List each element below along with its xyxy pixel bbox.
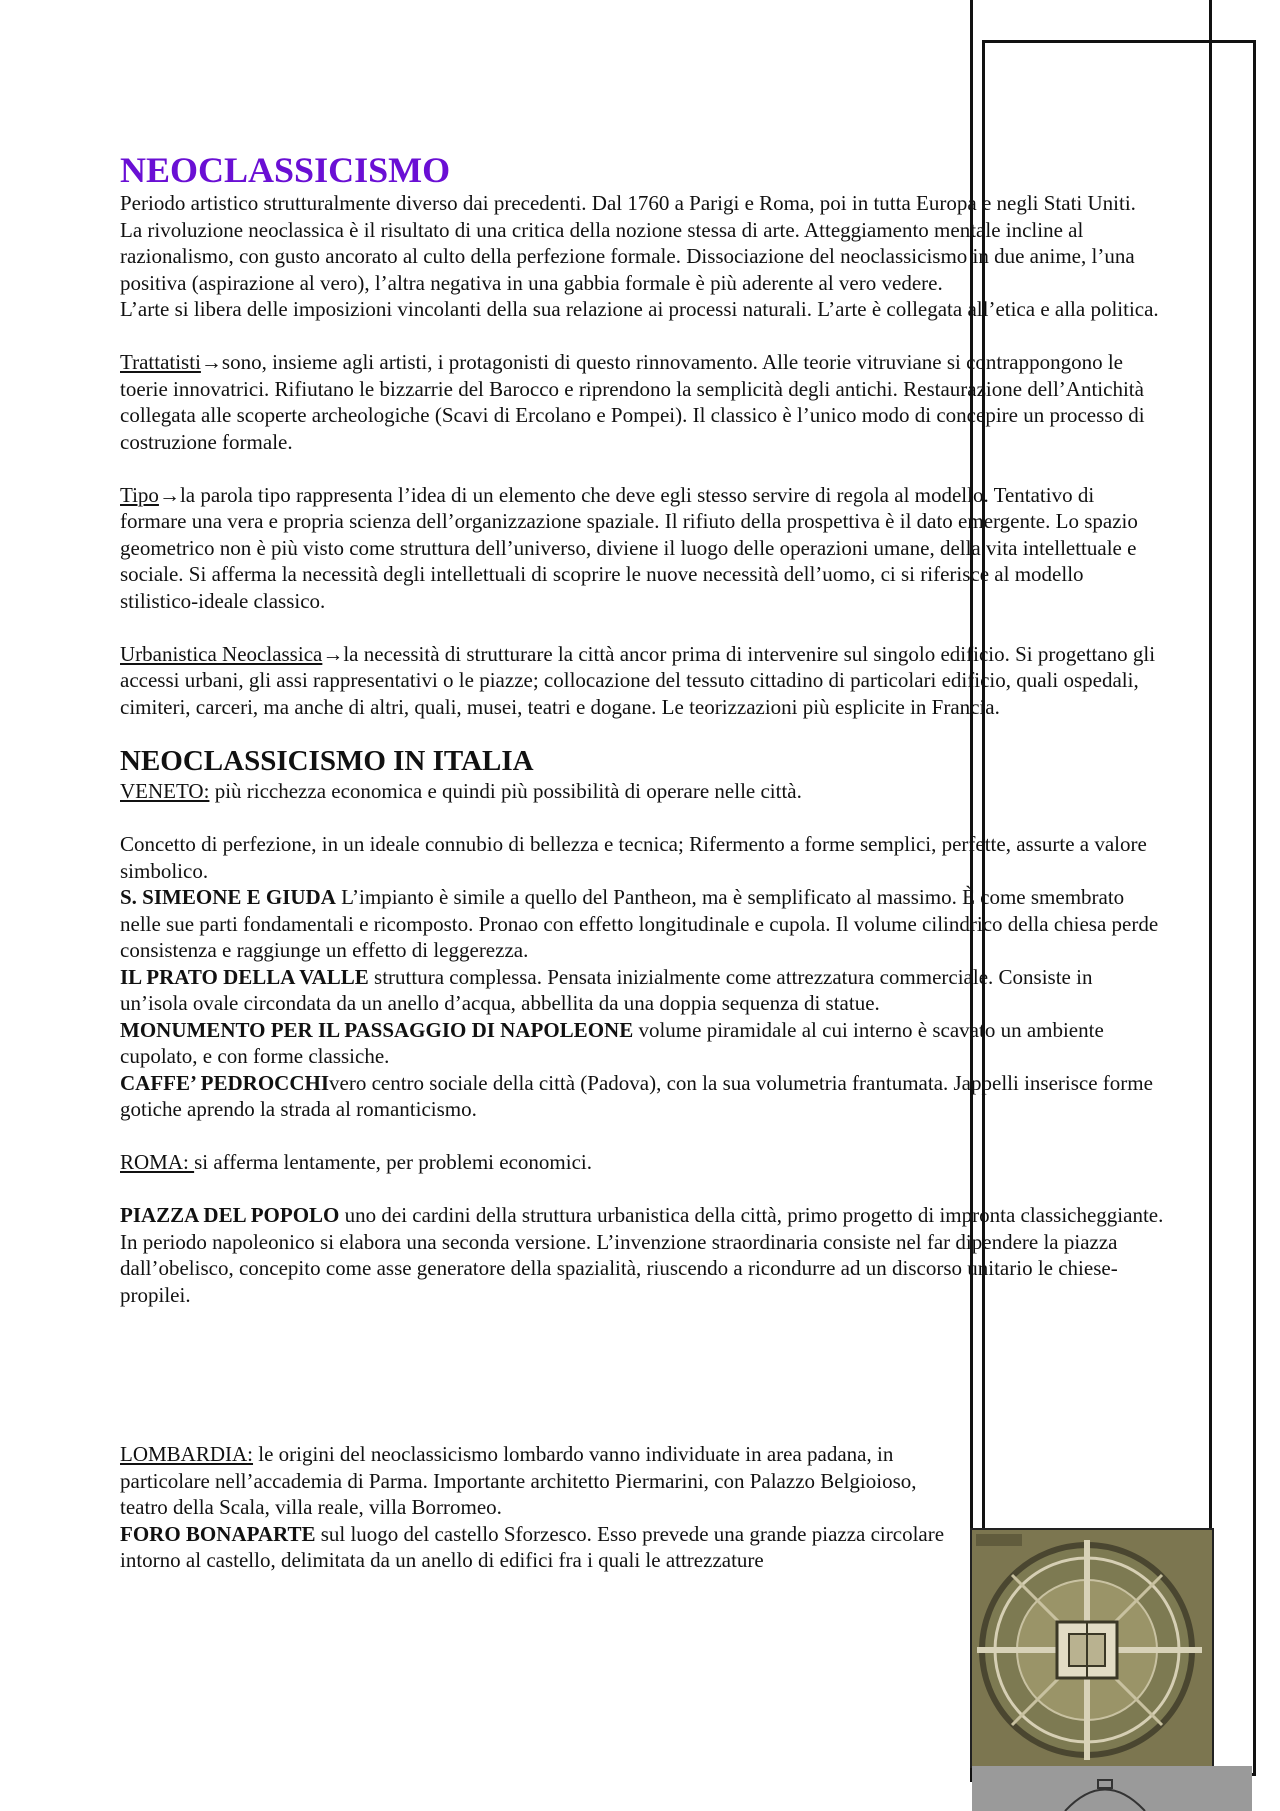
item-text: struttura complessa. Pensata inizialmente come attrezzatura commerciale. Consiste in un’isola ovale circondata da un anello d’acqua, abbellita da una doppia sequenza di statue. <box>120 964 1093 1015</box>
item-name: IL PRATO DELLA VALLE <box>120 964 369 989</box>
foro-paragraph <box>120 1521 950 1574</box>
trattatisti-text: sono, insieme agli artisti, i protagonisti di questo rinnovamento. Alle teorie vitruviane si contrappongono le toerie innovatrici. Rifiutano le bizzarrie del Barocco e riprendono la semplicità degli antichi. Restaurazione dell’Antichità collegata alle scoperte archeologiche (Scavi di Ercolano e Pompei). Il classico è l’unico modo di concepire un processo di costruzione formale. <box>120 350 1145 454</box>
item-text: vero centro sociale della città (Padova), con la sua volumetria frantumata. Jappelli inserisce forme gotiche aprendo la strada al romanticismo. <box>120 1070 1153 1121</box>
lombardia-label: LOMBARDIA: <box>120 1442 254 1466</box>
tipo-text: la parola tipo rappresenta l’idea di un elemento che deve egli stesso servire di regola al modello. Tentativo di formare una vera e propria scienza dell’organizzazione spaziale. Il rifiuto della prospettiva è il dato emergente. Lo spazio geometrico non è più visto come struttura dell’universo, diviene il luogo delle operazioni umane, della vita intellettuale e sociale. Si afferma la necessità degli intellettuali di scoprire le nuove necessità dell’uomo, ci si riferisce al modello stilistico-ideale classico. <box>120 482 1138 613</box>
item-text: L’impianto è simile a quello del Pantheon, ma è semplificato al massimo. È come smembrato nelle sue parti fondamentali e ricomposto. Pronao con effetto longitudinale e cupola. Il volume cilindrico della chiesa perde consistenza e raggiunge un effetto di leggerezza. <box>120 885 1159 962</box>
intro-paragraph-2: La rivoluzione neoclassica è il risultato di una critica della nozione stessa di arte. Atteggiamento mentale incline al razionalismo, con gusto ancorato al culto della perfezione formale. Dissociazione del neoclassicismo in due anime, l’una positiva (aspirazione al vero), l’altra negativa in una gabbia formale è più aderente al vero vedere. <box>120 217 1135 295</box>
item-name: S. SIMEONE E GIUDA <box>120 885 336 909</box>
arrow-icon: → <box>158 482 180 507</box>
veneto-text: più ricchezza economica e quindi più possibilità di operare nelle città. <box>209 779 802 803</box>
concetto-paragraph: Concetto di perfezione, in un ideale connubio di bellezza e tecnica; Rifermento a forme semplici, perfette, assurte a valore simbolico. <box>120 832 1147 883</box>
item-name: MONUMENTO PER IL PASSAGGIO DI NAPOLEONE <box>120 1017 634 1042</box>
urbanistica-term: Urbanistica Neoclassica <box>120 641 323 666</box>
urbanistica-text: la necessità di strutturare la città ancor prima di intervenire sul singolo edificio. Si progettano gli accessi urbani, gli assi rappresentativi o le piazze; collocazione del tessuto cittadino di particolari edificio, quali ospedali, cimiteri, carceri, ma anche di altri, quali, musei, teatri e dogane. Le teorizzazioni più esplicite in Francia. <box>120 641 1156 719</box>
foro-bonaparte-map-image <box>970 1528 1214 1768</box>
page-title: NEOCLASSICISMO <box>120 150 451 190</box>
foro-name: FORO BONAPARTE <box>120 1521 316 1546</box>
section-title-italia: NEOCLASSICISMO IN ITALIA <box>120 745 534 777</box>
piazza-name: PIAZZA DEL POPOLO <box>120 1203 340 1227</box>
map-drawing <box>972 1530 1212 1766</box>
item-text: volume piramidale al cui interno è scavato un ambiente cupolato, e con forme classiche. <box>120 1017 1104 1068</box>
intro-paragraph-1: Periodo artistico strutturalmente diverso dai precedenti. Dal 1760 a Parigi e Roma, poi in tutta Europa e negli Stati Uniti. <box>120 191 1136 215</box>
roma-label: ROMA: <box>120 1150 195 1174</box>
tipo-term: Tipo <box>120 482 159 507</box>
arrow-icon: → <box>322 641 344 666</box>
trattatisti-term: Trattatisti <box>120 350 201 374</box>
frame-box-inner <box>982 40 1256 1776</box>
intro-paragraph-3: L’arte si libera delle imposizioni vincolanti della sua relazione ai processi naturali. L’arte è collegata all’etica e alla politica. <box>120 297 1159 321</box>
arrow-icon: → <box>200 350 222 374</box>
veneto-label: VENETO: <box>120 779 210 803</box>
piazza-text: uno dei cardini della struttura urbanistica della città, primo progetto di impronta classicheggiante. In periodo napoleonico si elabora una seconda versione. L’invenzione straordinaria consiste nel far dipendere la piazza dall’obelisco, concepito come asse generatore della spazialità, riuscendo a ricondurre ad un discorso unitario le chiese-propilei. <box>120 1203 1164 1307</box>
roma-text: si afferma lentamente, per problemi economici. <box>194 1150 592 1174</box>
foro-text: sul luogo del castello Sforzesco. Esso prevede una grande piazza circolare intorno al castello, delimitata da un anello di edifici fra i quali le attrezzature <box>120 1521 945 1572</box>
dome-sketch-icon <box>1060 1778 1150 1811</box>
item-name: CAFFE’ PEDROCCHI <box>120 1070 330 1095</box>
lombardia-paragraph <box>120 1441 950 1521</box>
lombardia-text: le origini del neoclassicismo lombardo vanno individuate in area padana, in particolare nell’accademia di Parma. Importante architetto Piermarini, con Palazzo Belgioioso, teatro della Scala, villa reale, villa Borromeo. <box>120 1442 917 1519</box>
